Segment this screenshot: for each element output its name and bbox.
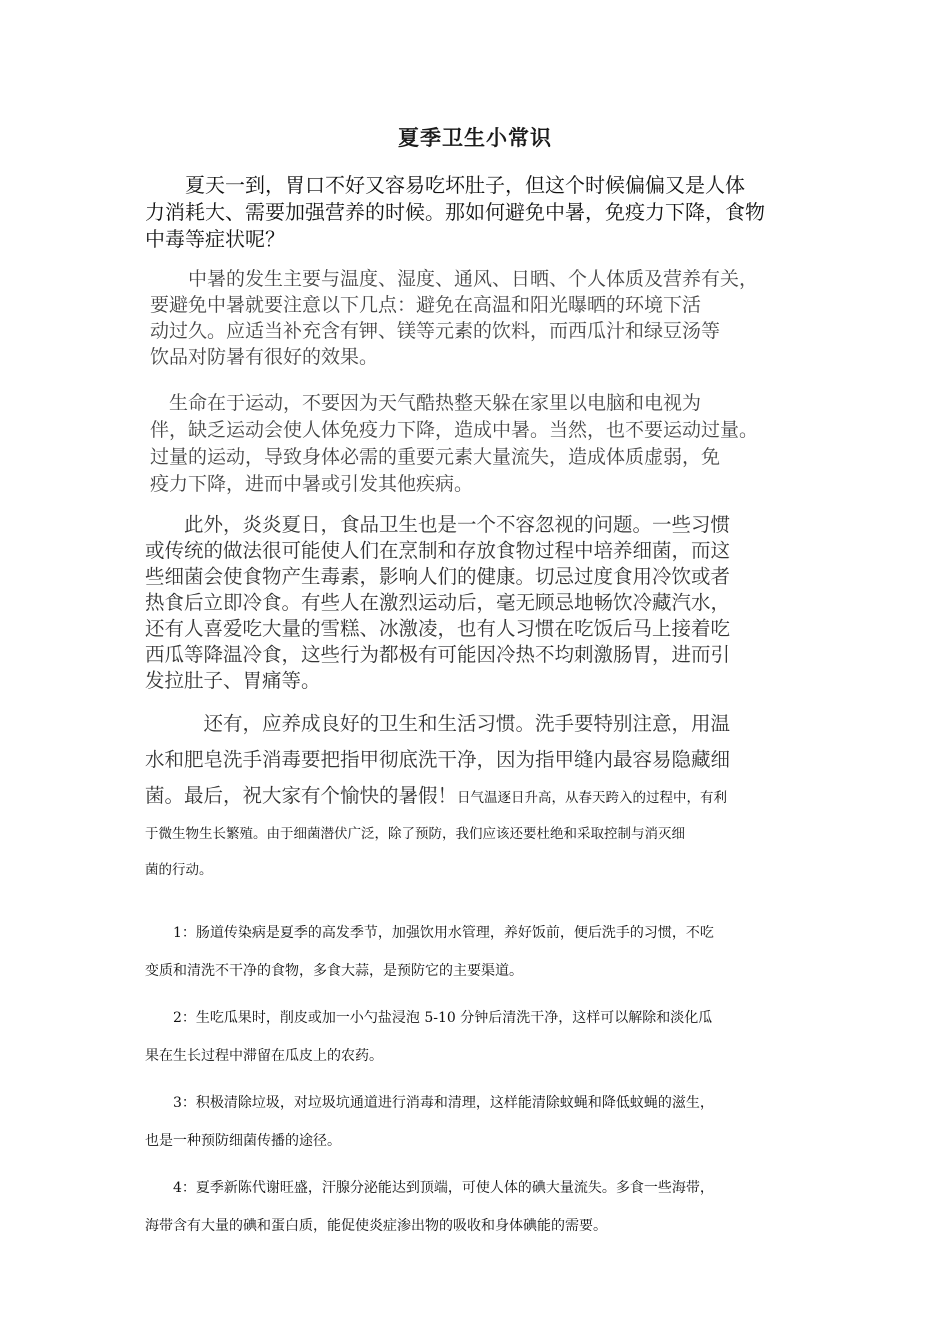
text-line: 要避免中暑就要注意以下几点：避免在高温和阳光曝晒的环境下活 — [150, 294, 702, 316]
tips-list — [145, 914, 714, 1254]
text-line: 水和肥皂洗手消毒要把指甲彻底洗干净，因为指甲缝内最容易隐藏细 — [145, 748, 731, 771]
text-line: 还有，应养成良好的卫生和生活习惯。洗手要特别注意，用温 — [145, 712, 731, 735]
tip-item — [145, 1084, 714, 1160]
tip-item — [145, 1169, 714, 1245]
tip-item — [145, 999, 714, 1075]
text-line: 4：夏季新陈代谢旺盛，汗腺分泌能达到顶端，可使人体的碘大量流失。多食一些海带， — [145, 1180, 714, 1196]
text-line: 力消耗大、需要加强营养的时候。那如何避免中暑，免疫力下降，食物 — [145, 200, 765, 224]
text-line: 1：肠道传染病是夏季的高发季节，加强饮用水管理，养好饭前，便后洗手的习惯，不吃 — [145, 925, 714, 941]
text-line: 饮品对防暑有很好的效果。 — [150, 346, 379, 368]
closing-text-large: 菌。最后，祝大家有个愉快的暑假！ — [145, 784, 458, 807]
text-line: 也是一种预防细菌传播的途径。 — [145, 1133, 341, 1149]
text-line: 发拉肚子、胃痛等。 — [145, 669, 321, 692]
text-line: 疫力下降，进而中暑或引发其他疾病。 — [150, 473, 474, 495]
text-line — [145, 778, 730, 816]
closing-paragraph — [145, 706, 730, 888]
document-title: 夏季卫生小常识 — [398, 125, 552, 150]
text-line: 伴，缺乏运动会使人体免疫力下降，造成中暑。当然，也不要运动过量。 — [150, 419, 759, 441]
closing-text-small: 日气温逐日升高，从春天跨入的过程中，有利 — [457, 790, 728, 806]
text-line: 热食后立即冷食。有些人在激烈运动后，毫无顾忌地畅饮冷藏汽水， — [145, 591, 731, 614]
text-line: 生命在于运动，不要因为天气酷热整天躲在家里以电脑和电视为 — [150, 392, 702, 414]
intro-paragraph — [145, 172, 765, 253]
text-line: 动过久。应适当补充含有钾、镁等元素的饮料，而西瓜汁和绿豆汤等 — [150, 320, 721, 342]
exercise-paragraph — [150, 390, 758, 498]
text-line: 夏天一到，胃口不好又容易吃坏肚子，但这个时候偏偏又是人体 — [145, 173, 745, 197]
text-line: 中暑的发生主要与温度、湿度、通风、日晒、个人体质及营养有关， — [150, 268, 759, 290]
text-line: 或传统的做法很可能使人们在烹制和存放食物过程中培养细菌，而这 — [145, 539, 731, 562]
text-line: 果在生长过程中滞留在瓜皮上的农药。 — [145, 1048, 383, 1064]
tip-item — [145, 914, 714, 990]
text-line: 菌的行动。 — [145, 862, 213, 878]
food-hygiene-paragraph — [145, 512, 730, 694]
text-line: 于微生物生长繁殖。由于细菌潜伏广泛，除了预防，我们应该还要杜绝和采取控制与消灭细 — [145, 826, 685, 842]
text-line: 中毒等症状呢？ — [145, 227, 285, 251]
text-line: 还有人喜爱吃大量的雪糕、冰激凌，也有人习惯在吃饭后马上接着吃 — [145, 617, 731, 640]
text-line: 海带含有大量的碘和蛋白质，能促使炎症渗出物的吸收和身体碘能的需要。 — [145, 1218, 607, 1234]
text-line: 3：积极清除垃圾，对垃圾坑通道进行消毒和清理，这样能清除蚊蝇和降低蚊蝇的滋生， — [145, 1095, 714, 1111]
text-line: 此外，炎炎夏日，食品卫生也是一个不容忽视的问题。一些习惯 — [145, 513, 731, 536]
text-line: 些细菌会使食物产生毒素，影响人们的健康。切忌过度食用冷饮或者 — [145, 565, 731, 588]
text-line: 2：生吃瓜果时，削皮或加一小勺盐浸泡 5-10 分钟后清洗干净，这样可以解除和淡化瓜 — [145, 1010, 713, 1026]
text-line: 过量的运动，导致身体必需的重要元素大量流失，造成体质虚弱，免 — [150, 446, 721, 468]
heatstroke-paragraph — [150, 266, 758, 370]
text-line: 变质和清洗不干净的食物，多食大蒜，是预防它的主要渠道。 — [145, 963, 523, 979]
text-line: 西瓜等降温冷食，这些行为都极有可能因冷热不均刺激肠胃，进而引 — [145, 643, 731, 666]
